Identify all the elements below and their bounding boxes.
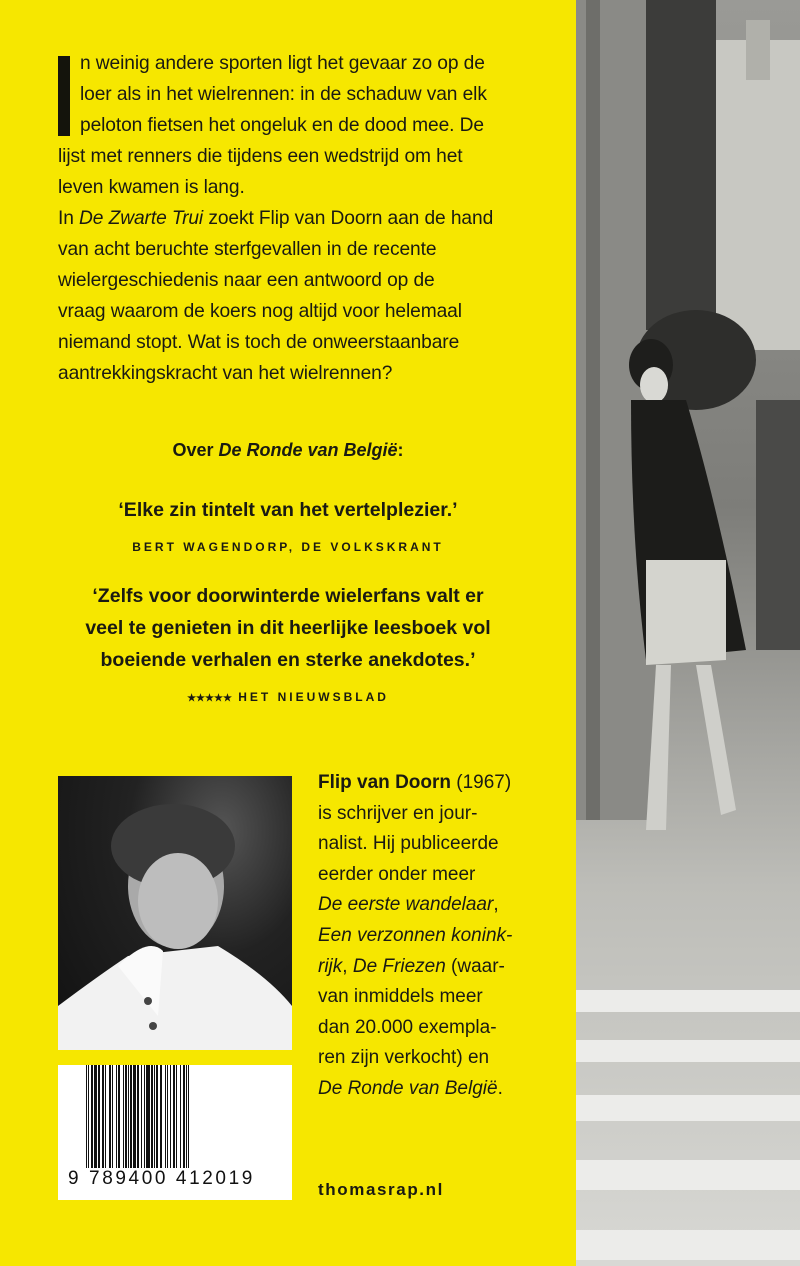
heading-prefix: Over <box>172 440 219 460</box>
text-segment: ren zijn verkocht) en <box>318 1047 490 1069</box>
star-rating-icon: ★★★★★ <box>187 693 232 704</box>
text-segment: peloton fietsen het ongeluk en de dood mee. De <box>80 115 484 136</box>
quote-line: boeiende verhalen en sterke anekdotes.’ <box>100 649 476 671</box>
text-segment: . <box>497 1077 503 1099</box>
text-line <box>58 234 568 265</box>
text-line <box>318 768 558 799</box>
text-segment: zoekt Flip van Doorn aan de hand <box>203 208 494 229</box>
book-title: De Ronde van België <box>318 1077 498 1099</box>
review-quote-2 <box>0 580 576 676</box>
publisher-website[interactable]: thomasrap.nl <box>318 1180 444 1199</box>
text-segment: is schrijver en jour- <box>318 802 478 824</box>
text-segment: niemand stopt. Wat is toch de onweerstaanbare <box>58 332 460 353</box>
heading-suffix: : <box>397 440 404 460</box>
text-line <box>318 860 558 891</box>
text-segment: n weinig andere sporten ligt het gevaar zo op de <box>80 53 485 74</box>
text-segment: aantrekkingskracht van het wielrennen? <box>58 363 393 384</box>
text-line <box>318 952 558 983</box>
text-segment: , <box>493 894 499 916</box>
drop-cap: I <box>58 56 70 136</box>
quote-line: veel te genieten in dit heerlijke leesboek vol <box>85 617 491 639</box>
barcode-bars <box>86 1065 266 1173</box>
text-segment: vraag waarom de koers nog altijd voor helemaal <box>58 301 462 322</box>
book-title: rijk <box>318 955 343 977</box>
text-segment: wielergeschiedenis naar een antwoord op de <box>58 270 435 291</box>
text-line <box>58 48 568 79</box>
text-segment: , <box>342 955 353 977</box>
text-segment: In <box>58 208 80 229</box>
text-line <box>58 172 568 203</box>
review-source-1: BERT WAGENDORP, DE VOLKSKRANT <box>132 540 444 554</box>
text-line <box>58 296 568 327</box>
text-line <box>58 265 568 296</box>
text-segment: loer als in het wielrennen: in de schaduw van elk <box>80 84 487 105</box>
text-segment: (waar- <box>445 955 505 977</box>
book-title: Een verzonnen konink- <box>318 924 513 946</box>
quote-line: ‘Zelfs voor doorwinterde wielerfans valt er <box>92 585 484 607</box>
author-name: Flip van Doorn <box>318 772 451 793</box>
isbn-barcode <box>58 1065 292 1200</box>
text-line <box>58 110 568 141</box>
text-line <box>318 890 558 921</box>
author-bio <box>318 768 558 1105</box>
text-segment: eerder onder meer <box>318 863 476 885</box>
text-line <box>318 1043 558 1074</box>
review-source-2 <box>0 690 576 704</box>
review-quote-1: ‘Elke zin tintelt van het vertelplezier.’ <box>118 499 458 521</box>
text-segment: van inmiddels meer <box>318 986 483 1008</box>
text-line <box>58 358 568 389</box>
text-line <box>58 327 568 358</box>
book-title: De Friezen <box>352 955 446 977</box>
text-line <box>58 141 568 172</box>
text-segment: van acht beruchte sterfgevallen in de recente <box>58 239 437 260</box>
text-segment: lijst met renners die tijdens een wedstrijd om het <box>58 146 463 167</box>
blurb-text <box>58 48 568 389</box>
source-name: HET NIEUWSBLAD <box>238 690 389 704</box>
author-photo <box>58 776 292 1050</box>
cover-photo-street-scene <box>576 0 800 1266</box>
book-title: De Zwarte Trui <box>79 208 204 229</box>
text-line <box>318 982 558 1013</box>
text-segment: nalist. Hij publiceerde <box>318 833 499 855</box>
text-line <box>318 1013 558 1044</box>
text-segment: leven kwamen is lang. <box>58 177 245 198</box>
text-line <box>58 203 568 234</box>
text-line <box>58 79 568 110</box>
book-title: De eerste wandelaar <box>318 894 494 916</box>
reviews-heading <box>0 440 576 461</box>
text-line <box>318 1074 558 1105</box>
isbn-digits: 9 789400 412019 <box>68 1168 255 1189</box>
text-segment: dan 20.000 exempla- <box>318 1016 497 1038</box>
heading-book-title: De Ronde van België <box>218 440 398 460</box>
text-segment: (1967) <box>451 772 512 793</box>
text-line <box>318 799 558 830</box>
barcode-bar <box>188 1065 189 1173</box>
text-line <box>318 829 558 860</box>
text-line <box>318 921 558 952</box>
